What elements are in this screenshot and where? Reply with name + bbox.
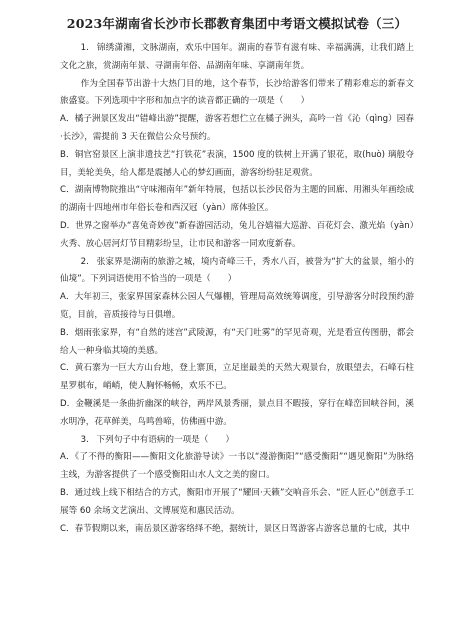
paragraph-text: 锦绣潇湘，文脉湖南，欢乐中国年。湖南的春节有滋有味、幸福满满，让我们踏上文化之旅，赏湖南年景、寻湖南年俗、品湖南年味、享湖南年货。 (60, 43, 414, 71)
paragraph-q1-task (60, 76, 414, 112)
paragraph-q1-b (60, 147, 414, 183)
paragraph-q1-d (60, 218, 414, 254)
paragraph-text: B．通过线上线下相结合的方式，衡阳市开展了“耀回·天籁”交响音乐会、“匠人匠心”创意手工展等 60 余场文艺演出、文博展览和惠民活动。 (60, 487, 414, 516)
paragraph-text: 作为全国春节出游十大热门目的地，这个春节，长沙给游客们带来了精彩难忘的新春文旅盛宴。下列选项中字形和加点字的读音都正确的一项是（ ） (60, 78, 414, 107)
paragraph-text: A．橘子洲景区发出“错峰出游”提醒，游客若想伫立在橘子洲头，高吟一首《沁（qìng）园春·长沙》，需提前 3 天在微信公众号预约。 (60, 114, 414, 142)
paragraph-text: B．烟雨张家界，有“自然的迷宫”武陵源，有“天门吐雾”的罕见奇观，光是看宣传图册，都会给人一种身临其境的美感。 (60, 327, 414, 356)
paragraph-text: C．湖南博物院推出“守味湘南年”新年特展，包括以长沙民俗为主题的回廊、用湘头年画绘成的湖南十四地州市年俗长卷和西汉冠（yàn）席体验区。 (60, 185, 414, 214)
paragraph-q1-a (60, 111, 414, 147)
question-number: 1. (80, 43, 89, 53)
paragraph-q2-b (60, 325, 414, 361)
paragraph-q3-intro (60, 432, 414, 450)
question-number: 2. (80, 256, 89, 267)
paragraph-q3-b (60, 485, 414, 521)
paragraph-q2-c (60, 360, 414, 396)
paragraph-q1-c (60, 182, 414, 218)
paragraph-q2-a (60, 289, 414, 325)
page-title: 2023年湖南省长沙市长郡教育集团中考语文模拟试卷（三） (66, 16, 408, 31)
document-body (60, 40, 414, 538)
paragraph-q3-c (60, 521, 414, 539)
question-number: 3. (80, 434, 89, 445)
paragraph-q2-intro (60, 254, 414, 290)
paragraph-text: D．世界之窗举办“喜兔奇妙夜”新春游园活动，兔儿谷嬉福大巡游、百花灯会、激光焰（yàn）火秀、放心居河灯节目精彩纷呈，让市民和游客一同欢度新春。 (60, 220, 414, 249)
paragraph-q1-intro (60, 40, 414, 76)
paragraph-text: B．铜官窑景区上演非遗技艺“打铁花”表演，1500 度的铁树上开满了银花，取(huò) 璃般夺目，美轮美奂，给人都是震撼人心的梦幻画面，游客纷纷驻足观赏。 (60, 149, 414, 178)
paragraph-text: C．黄石寨为一巨大方山台地，登上寨顶，立足崖最美的天然大观景台，放眼望去，石峰石柱星罗棋布，峭峭，使人胸怀畅畅，欢乐不已。 (60, 363, 414, 392)
paragraph-q2-d (60, 396, 414, 432)
paragraph-text: A．《了不得的衡阳——衡阳文化旅游导读》一书以“漫游衡阳”“感受衡阳”“遇见衡阳”为脉络主线，为游客提供了一个感受衡阳山水人文之美的窗口。 (60, 452, 414, 481)
paragraph-text: A．大年初三，张家界国家森林公园人气爆棚，管理局高效统筹调度，引导游客分时段预约游览，目前，音质接待与日俱增。 (60, 292, 414, 320)
paragraph-text: 张家界是湖南的旅游之城，境内奇峰三千，秀水八百，被誉为“扩大的盆景，缩小的仙境”。下列词语使用不恰当的一项是（ ） (60, 256, 414, 285)
paragraph-text: 下列句子中有语病的一项是（ ） (96, 434, 235, 445)
paragraph-q3-a (60, 449, 414, 485)
paragraph-text: D．金鞭溪是一条曲折幽深的峡谷，两岸风景秀丽，景点目不暇接，穿行在峰峦回峡谷间，溪水明净，花草鲜美，鸟鸣兽啼，仿佛画中游。 (60, 398, 414, 427)
paragraph-text: C．春节假期以来，南岳景区游客络绎不绝，据统计，景区日驾游客占游客总量的七成，其中 (60, 523, 410, 534)
